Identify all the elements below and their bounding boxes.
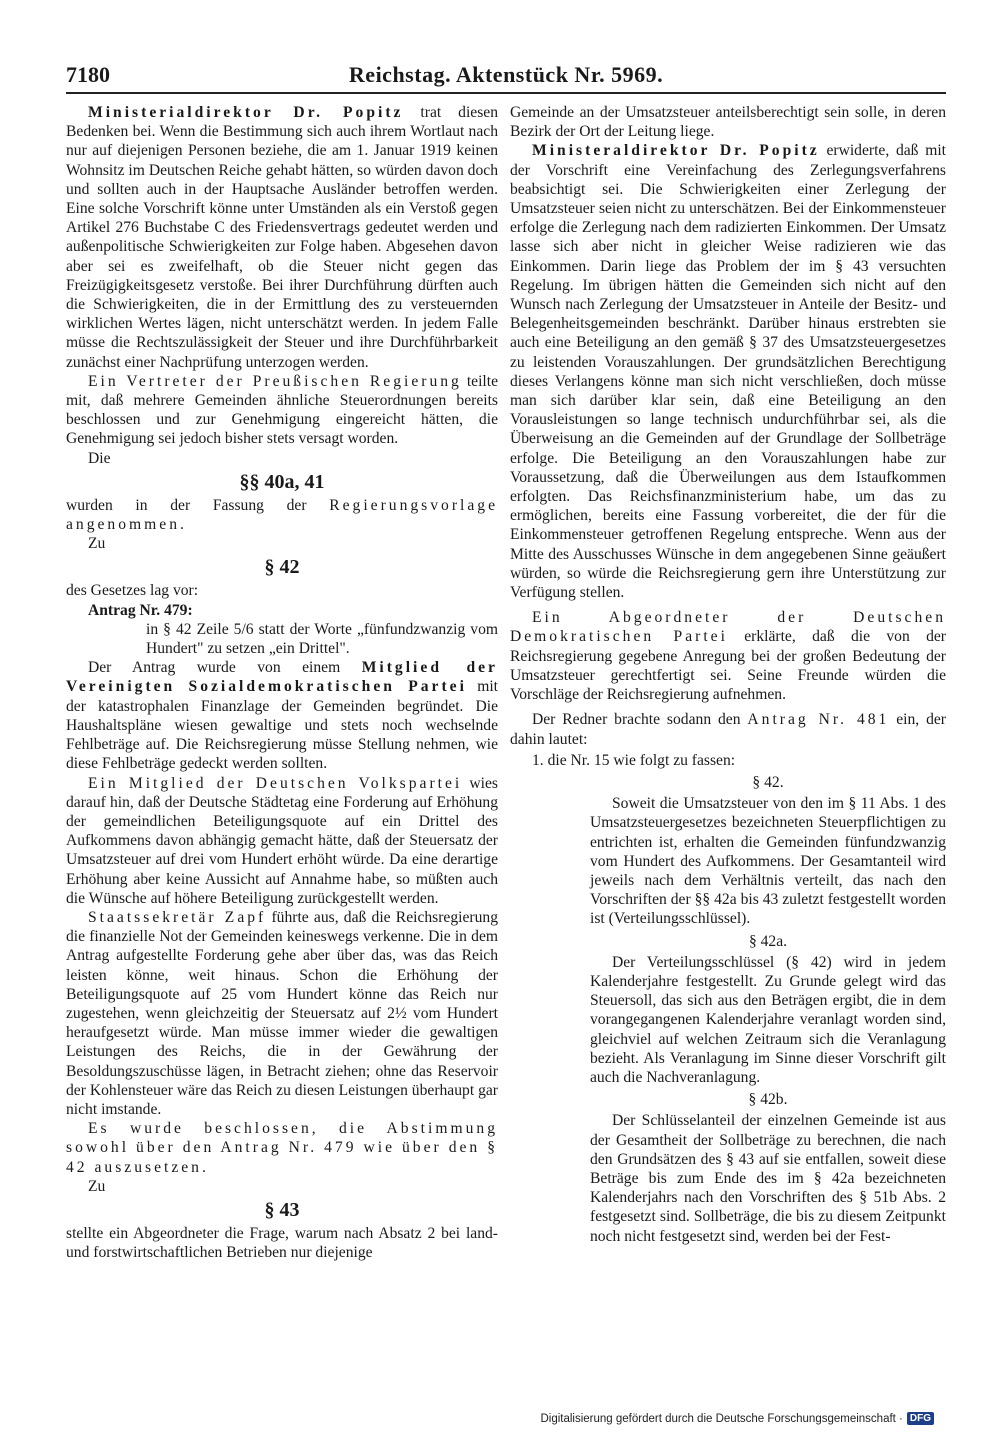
paragraph — [66, 658, 498, 773]
page-header — [66, 62, 946, 88]
law-section-heading: § 42a. — [748, 932, 788, 950]
paragraph: Zu — [88, 1177, 106, 1195]
speaker-name: Ein Mitglied der Deutschen Volkspartei — [88, 774, 463, 792]
law-section-heading: § 42. — [752, 773, 784, 791]
law-section-heading: § 42b. — [748, 1091, 788, 1109]
paragraph: des Gesetzes lag vor: — [66, 582, 199, 600]
section-heading: §§ 40a, 41 — [239, 470, 325, 493]
right-column — [510, 103, 946, 1348]
paragraph-text: teilte mit, daß mehrere Gemeinden ähnliche Steuerordnungen bereits beschlossen und zur Genehmigung eingereicht hätten, die Genehmigung sei jedoch bisher stets versagt worden. — [66, 372, 498, 448]
section-heading: § 43 — [264, 1198, 300, 1221]
spaced-text: Regierungsvorlage angenommen. — [66, 496, 498, 534]
paragraph-text: Der Antrag wurde von einem — [88, 659, 362, 677]
paragraph — [510, 608, 946, 704]
paragraph — [66, 372, 498, 449]
paragraph — [66, 496, 498, 534]
paragraph — [510, 710, 946, 748]
speaker-name: Ein Vertreter der Preußischen Regierung — [88, 372, 462, 390]
spaced-text: Es wurde beschlossen, die Abstimmung sowohl über den Antrag Nr. 479 wie über den § 42 auszusetzen. — [66, 1120, 498, 1176]
paragraph: stellte ein Abgeordneter die Frage, warum nach Absatz 2 bei land- und forstwirtschaftlichen Betrieben nur diejenige — [66, 1224, 498, 1262]
speaker-name: Ein Abgeordneter der Deutschen Demokratischen Partei — [510, 609, 946, 646]
paragraph-text: ein, der dahin lautet: — [510, 711, 946, 748]
paragraph — [66, 908, 498, 1119]
left-column — [66, 103, 498, 1348]
digitization-credit — [540, 1412, 934, 1425]
dfg-logo: DFG — [907, 1412, 934, 1425]
running-title: Reichstag. Aktenstück Nr. 5969. — [348, 62, 664, 87]
motion-heading: Antrag Nr. 479: — [88, 601, 193, 619]
spaced-text: Antrag Nr. 481 — [747, 711, 890, 729]
paragraph-text: führte aus, daß die Reichsregierung die finanzielle Not der Gemeinden keineswegs verkenne. Die in dem Antrag aufgestellte Forderung gehe aber über das, was das Reich leisten könne, weit hinaus. Schon die Erhöhung der Beteiligungsquote auf 25 vom Hundert könne das Reich nur zugestehen, wenn gleichzeitig der Steuersatz auf 2½ vom Hundert heraufgesetzt würde. Man müsse immer wieder die gewaltigen Leistungen des Reichs, die in der Gewährung der Besoldungszuschüsse lägen, in Betracht ziehen; ohne das Reservoir der Kohlensteuer wäre das Reich zu diesen Leistungen überhaupt gar nicht imstande. — [66, 908, 498, 1118]
paragraph — [66, 774, 498, 908]
credit-text: Digitalisierung gefördert durch die Deutsche Forschungsgemeinschaft · — [540, 1412, 903, 1425]
speaker-name: Staatssekretär Zapf — [88, 908, 267, 926]
law-text: Der Verteilungsschlüssel (§ 42) wird in jedem Kalenderjahre festgestellt. Zu Grunde gelegt wird das Steuersoll, das sich aus den Beträgen ergibt, die in dem vorangegangenen Kalenderjahre veranlagt worden sind, gleichviel auf welchen Zeitraum sich die Veranlagung bezieht. Als Veranlagung im Sinne dieser Vorschrift gilt auch die Nachveranlagung. — [590, 953, 946, 1086]
paragraph-text: wurden in der Fassung der — [66, 496, 330, 514]
spaced-text: Mitglied der Vereinigten Sozialdemokratischen Partei — [66, 659, 498, 696]
paragraph-text: Der Redner brachte sodann den — [532, 711, 748, 729]
paragraph-text: mit der katastrophalen Finanzlage der Gemeinden begründet. Die Haushaltspläne wiesen gewaltige und stets noch wechselnde Fehlbeträge auf. Die Reichsregierung müsse Stellung nehmen, wie diese Fehlbeträge gedeckt werden sollten. — [66, 678, 498, 773]
list-item: 1. die Nr. 15 wie folgt zu fassen: — [532, 751, 736, 769]
paragraph: Gemeinde an der Umsatzsteuer anteilsberechtigt sein solle, in deren Bezirk der Ort der Leitung liege. — [510, 104, 946, 141]
speaker-name: Ministeraldirektor Dr. Popitz — [532, 142, 820, 160]
paragraph: Zu — [88, 535, 106, 553]
paragraph-text: wies darauf hin, daß der Deutsche Städtetag eine Forderung auf Erhöhung der gemeindlichen Beteiligungsquote auf ein Drittel des Aufkommens davon abhängig gemacht hätte, daß der Steuersatz der Umsatzsteuer auf drei vom Hundert erhöht würde. Da eine derartige Erhöhung aber keine Aussicht auf Annahme habe, so müßten auch die Wünsche auf höhere Beteiligung zurückgestellt werden. — [66, 774, 498, 907]
paragraph — [510, 141, 946, 602]
motion-text: in § 42 Zeile 5/6 statt der Worte „fünfundzwanzig vom Hundert" zu setzen „ein Drittel". — [146, 620, 498, 658]
paragraph-text: erwiderte, daß mit der Vorschrift eine Vereinfachung des Zerlegungsverfahrens beabsichtigt sei. Die Schwierigkeiten einer Zerlegung der Umsatzsteuer seien nicht zu unterschätzen. Bei der Einkommensteuer erfolge die Zerlegung nach dem radizierten Einkommen. Der Umsatz lasse sich aber nicht in gleicher Weise radizieren wie das Einkommen. Darin liege das Problem der im § 43 versuchten Regelung. Im übrigen hätten die Gemeinden sich nicht auf den Wunsch nach Zerlegung der Umsatzsteuer in Anteile der Besitz- und Belegenheitsgemeinden beschränkt. Darüber hinaus erstrebten sie auch eine Beteiligung an den gemäß § 37 des Umsatzsteuergesetzes zu leistenden Vorauszahlungen. Der grundsätzlichen Berechtigung dieses Verlangens könne man sich nicht verschließen, doch müsse man sich darüber klar sein, daß eine Beteiligung an den Vorausleistungen so lange technisch undurchführbar sei, als die Überweisung an die Gemeinden auf der Grundlage der Sollbeträge erfolge. Die Beteiligung an den Vorauszahlungen habe zur Voraussetzung, daß die Überweilungen aus dem Istaufkommen erfolgten. Das Reichsfinanzministerium habe, um das zu ermöglichen, bereits eine Fassung vorbereitet, die der für die Einkommensteuer getroffenen Regelung entspreche. Wenn aus der Mitte des Ausschusses Wünsche in dem angegebenen Sinne geäußert würden, so würde die Reichsregierung gern ihre Unterstützung zur Verfügung stellen. — [510, 142, 946, 602]
paragraph — [66, 1119, 498, 1177]
page-number: 7180 — [66, 62, 110, 87]
paragraph — [66, 103, 498, 372]
law-text: Der Schlüsselanteil der einzelnen Gemeinde ist aus der Gesamtheit der Sollbeträge zu berechnen, die nach den Grundsätzen des § 43 auf sie entfallen, soweit diese Beträge bis zum Ende des im § 42a bezeichneten Kalenderjahrs nach den Vorschriften des § 51b Abs. 2 festgesetzt sind. Sollbeträge, die bis zu diesem Zeitpunkt noch nicht festgesetzt sind, werden bei der Fest- — [590, 1112, 946, 1245]
law-text: Soweit die Umsatzsteuer von den im § 11 Abs. 1 des Umsatzsteuergesetzes bezeichneten Steuerpflichtigen zu entrichten ist, erhalten die Gemeinden fünfundzwanzig vom Hundert des Aufkommens. Der Gesamtanteil wird jeweils nach dem Verhältnis verteilt, das nach den Vorschriften der §§ 42a bis 43 zuletzt festgestellt worden ist (Verteilungsschlüssel). — [590, 795, 946, 928]
header-rule — [66, 92, 946, 94]
paragraph: Die — [88, 449, 111, 467]
paragraph-text: trat diesen Bedenken bei. Wenn die Bestimmung sich auch ihrem Wortlaut nach nur auf diejenigen Personen beziehe, die am 1. Januar 1919 keinen Wohnsitz im Deutschen Reiche gehabt hätten, so würden davon doch und sollten auch in der Hauptsache Ausländer betroffen werden. Eine solche Vorschrift könne unter Umständen als ein Verstoß gegen Artikel 276 Buchstabe C des Friedensvertrags gedeutet werden und außenpolitische Schwierigkeiten zur Folge haben. Abgesehen davon aber sei es zweifelhaft, ob die Steuer nicht gegen das Freizügigkeitsgesetz verstoße. Bei ihrer Durchführung dürften auch die Schwierigkeiten, die in der Ermittlung des zu versteuernden wirklichen Wertes lägen, nicht unterschätzt werden. In jedem Falle müsse die Rechtszulässigkeit der Steuer und ihre Durchführbarkeit zunächst einer Nachprüfung unterzogen werden. — [66, 104, 498, 371]
section-heading: § 42 — [264, 556, 300, 579]
speaker-name: Ministerialdirektor Dr. Popitz — [88, 104, 404, 121]
paragraph-text: erklärte, daß die von der Reichsregierung gegebene Anregung bei der großen Bedeutung der Umsatzsteuer gerechtfertigt sei. Seine Freunde würden die Vorschläge der Reichsregierung aufnehmen. — [510, 628, 946, 704]
